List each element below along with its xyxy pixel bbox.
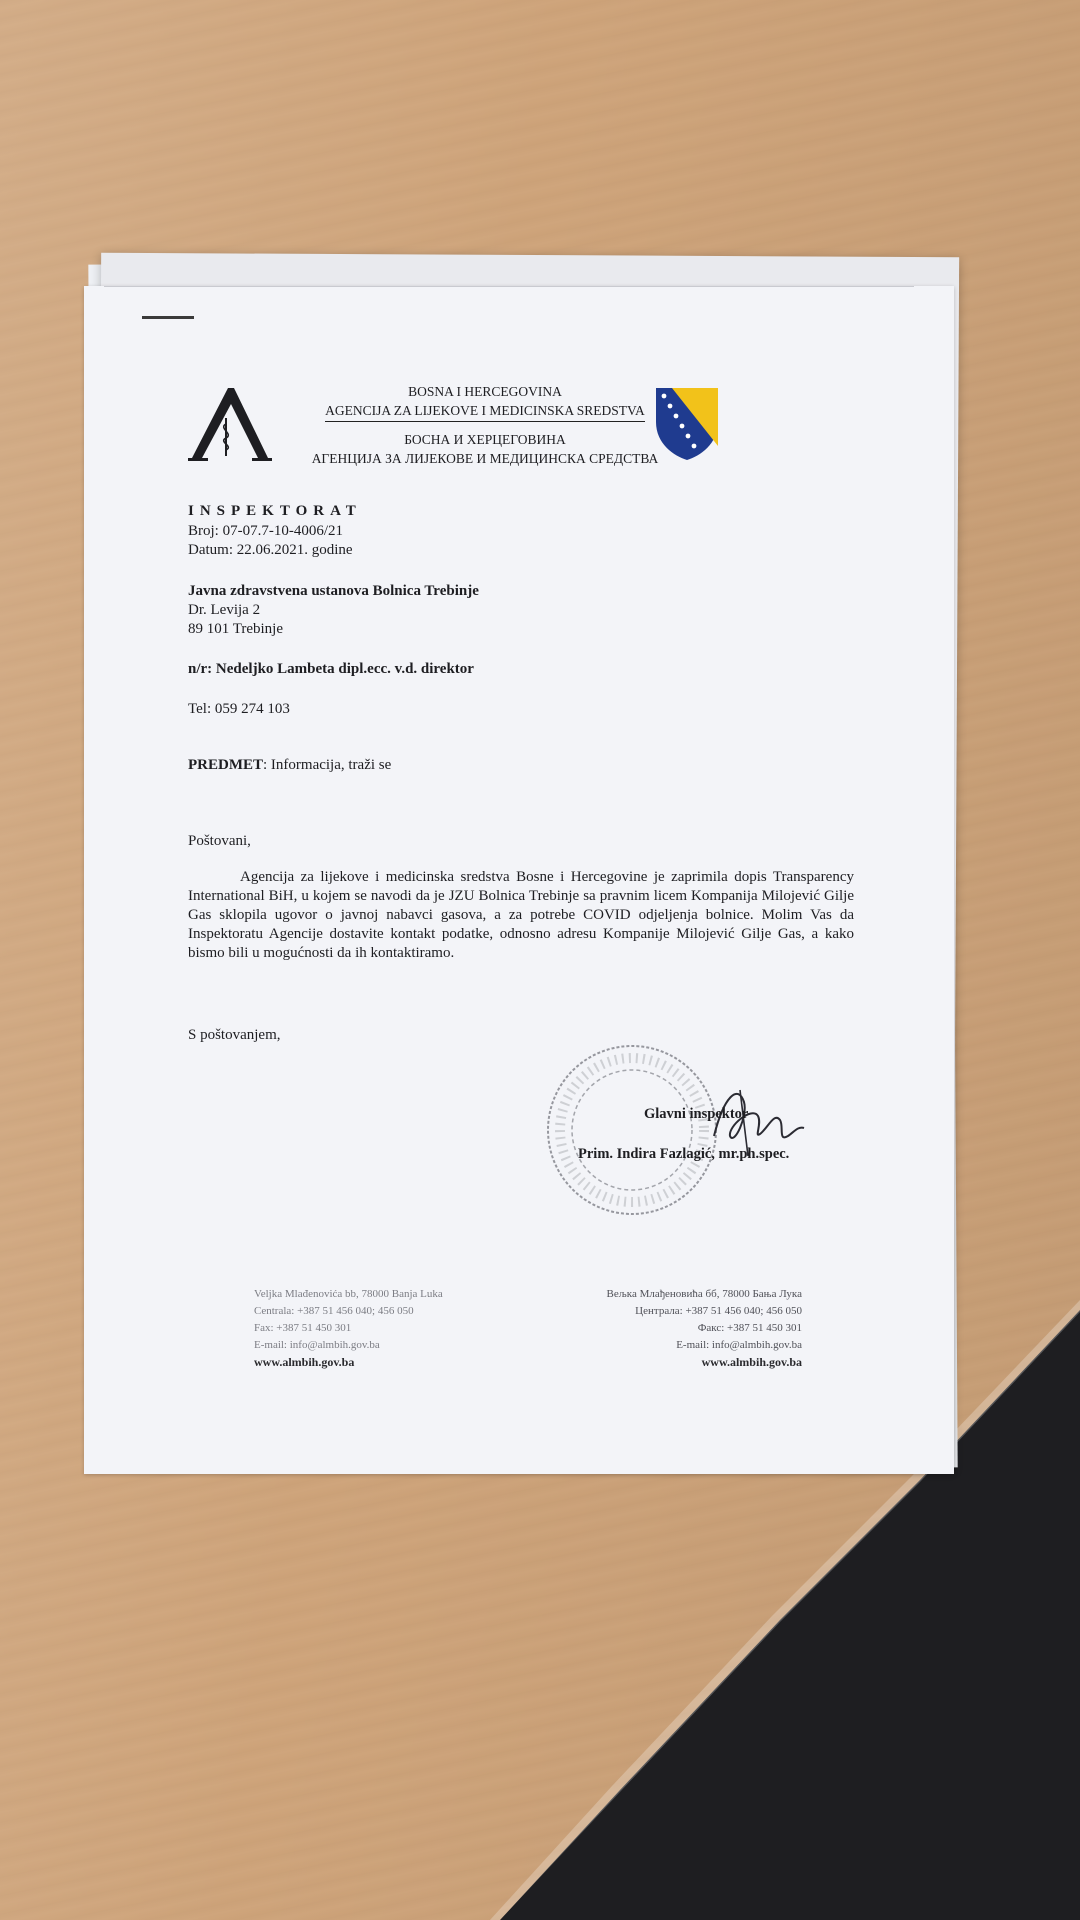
recipient-city: 89 101 Trebinje: [188, 621, 284, 637]
signatory-title: Glavni inspektor: [644, 1106, 749, 1122]
footer-phone: Centrala: +387 51 456 040; 456 050: [254, 1305, 414, 1317]
body-paragraph: Agencija za lijekove i medicinska sredstva Bosne i Hercegovine je zaprimila dopis Transparency International BiH, u kojem se navodi da je JZU Bolnica Trebinje sa pravnim licem Kompanija Milojević Gilje Gas sklopila ugovor o javnoj nabavci gasova, a za potrebe COVID odjeljenja bolnice. Molim Vas da Inspektoratu Agencije dostavite kontakt podatke, odnosno adresu Kompanije Milojević Gilje Gas, a kako bismo bili u mogućnosti da ih kontaktiramo.: [188, 869, 854, 961]
header-country-latin: BOSNA I HERCEGOVINA: [408, 384, 562, 399]
document-number: Broj: 07-07.7-10-4006/21: [188, 523, 343, 539]
subject-label: PREDMET: [188, 757, 263, 773]
header-agency-cyrillic: АГЕНЦИЈА ЗА ЛИЈЕКОВЕ И МЕДИЦИНСКА СРЕДСТВА: [311, 451, 659, 466]
closing: S poštovanjem,: [188, 1027, 281, 1043]
recipient-institution: Javna zdravstvena ustanova Bolnica Trebinje: [188, 583, 479, 599]
footer-website: www.almbih.gov.ba: [254, 1355, 355, 1369]
pen-mark: [142, 316, 194, 319]
footer-fax: Fax: +387 51 450 301: [254, 1322, 352, 1334]
subject-line: [188, 756, 391, 775]
subject-text: : Informacija, traži se: [263, 757, 392, 773]
footer-cyrillic: [564, 1286, 802, 1371]
footer-latin: [254, 1286, 443, 1371]
footer-email: E-mail: info@almbih.gov.ba: [254, 1339, 380, 1351]
recipient-phone: Tel: 059 274 103: [188, 701, 290, 717]
letter-page: [84, 286, 954, 1474]
agency-logo-icon: [188, 384, 272, 462]
footer-address: Veljka Mlađenovića bb, 78000 Banja Luka: [254, 1288, 443, 1300]
page-top-rule: [104, 286, 914, 287]
footer-phone: Централа: +387 51 456 040; 456 050: [635, 1305, 802, 1317]
recipient-street: Dr. Levija 2: [188, 602, 261, 618]
document-date: Datum: 22.06.2021. godine: [188, 542, 353, 558]
header-country-cyrillic: БОСНА И ХЕРЦЕГОВИНА: [404, 432, 566, 447]
header-agency-latin: AGENCIJA ZA LIJEKOVE I MEDICINSKA SREDSTVA: [325, 401, 645, 422]
footer-fax: Факс: +387 51 450 301: [697, 1322, 802, 1334]
recipient-attention: n/r: Nedeljko Lambeta dipl.ecc. v.d. direktor: [188, 661, 474, 677]
footer-website: www.almbih.gov.ba: [701, 1355, 802, 1369]
department-heading: INSPEKTORAT: [188, 503, 362, 519]
greeting: Poštovani,: [188, 833, 251, 849]
letterhead: [280, 382, 690, 468]
coat-of-arms-icon: [654, 386, 720, 462]
signatory-name: Prim. Indira Fazlagić, mr.ph.spec.: [578, 1146, 790, 1162]
footer-email: E-mail: info@almbih.gov.ba: [676, 1339, 802, 1351]
footer-address: Вељка Млађеновића бб, 78000 Бања Лука: [606, 1288, 802, 1300]
